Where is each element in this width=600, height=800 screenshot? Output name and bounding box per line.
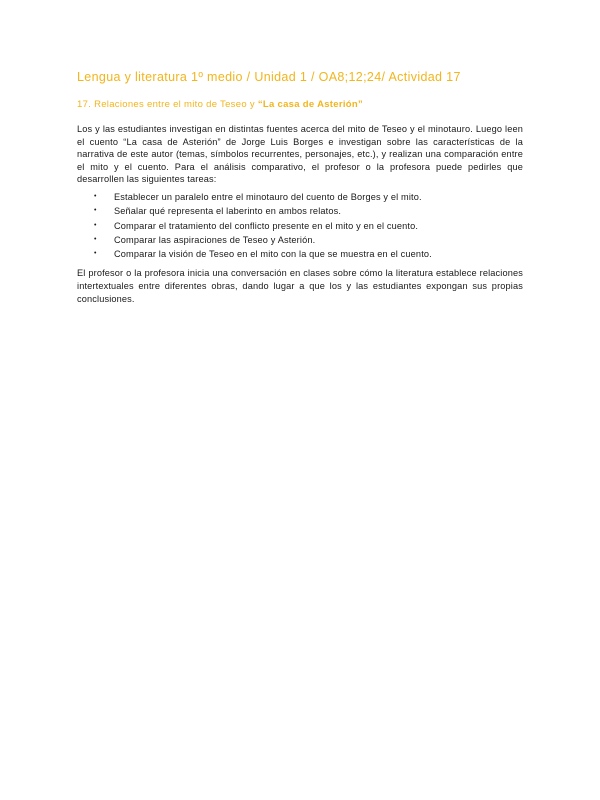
task-text: Comparar la visión de Teseo en el mito con la que se muestra en el cuento. bbox=[114, 249, 432, 260]
bullet-icon: • bbox=[94, 192, 97, 200]
bullet-icon: • bbox=[94, 207, 97, 215]
document-header: Lengua y literatura 1º medio / Unidad 1 / OA8;12;24/ Actividad 17 bbox=[77, 70, 461, 84]
bullet-icon: • bbox=[94, 235, 97, 243]
bullet-icon: • bbox=[94, 250, 97, 258]
document-page bbox=[77, 70, 523, 305]
intro-paragraph: Los y las estudiantes investigan en distintas fuentes acerca del mito de Teseo y el minotauro. Luego leen el cuento “La casa de Asterión” de Jorge Luis Borges e investigan sobre las características de la narrativa de este autor (temas, símbolos recurrentes, personajes, etc.), y realizan una comparación entre el mito y el cuento. Para el análisis comparativo, el profesor o la profesora puede pedirles que desarrollen las siguientes tareas: bbox=[77, 124, 523, 185]
section-title bbox=[77, 99, 523, 110]
task-text: Comparar el tratamiento del conflicto presente en el mito y en el cuento. bbox=[114, 220, 419, 231]
section-title-part1: Relaciones entre el mito de Teseo y bbox=[94, 99, 255, 110]
task-item bbox=[77, 190, 523, 204]
task-item bbox=[77, 204, 523, 218]
task-item bbox=[77, 233, 523, 247]
section-number: 17. bbox=[77, 99, 92, 110]
task-text: Establecer un paralelo entre el minotauro del cuento de Borges y el mito. bbox=[114, 191, 422, 202]
task-item bbox=[77, 247, 523, 261]
section-title-part2: “La casa de Asterión” bbox=[257, 99, 364, 110]
task-text: Comparar las aspiraciones de Teseo y Asterión. bbox=[114, 234, 316, 245]
task-list bbox=[77, 190, 523, 261]
task-text: Señalar qué representa el laberinto en ambos relatos. bbox=[114, 206, 342, 217]
closing-paragraph: El profesor o la profesora inicia una conversación en clases sobre cómo la literatura establece relaciones intertextuales entre diferentes obras, dando lugar a que los y las estudiantes expongan sus propias conclusiones. bbox=[77, 268, 523, 304]
task-item bbox=[77, 219, 523, 233]
bullet-icon: • bbox=[94, 221, 97, 229]
